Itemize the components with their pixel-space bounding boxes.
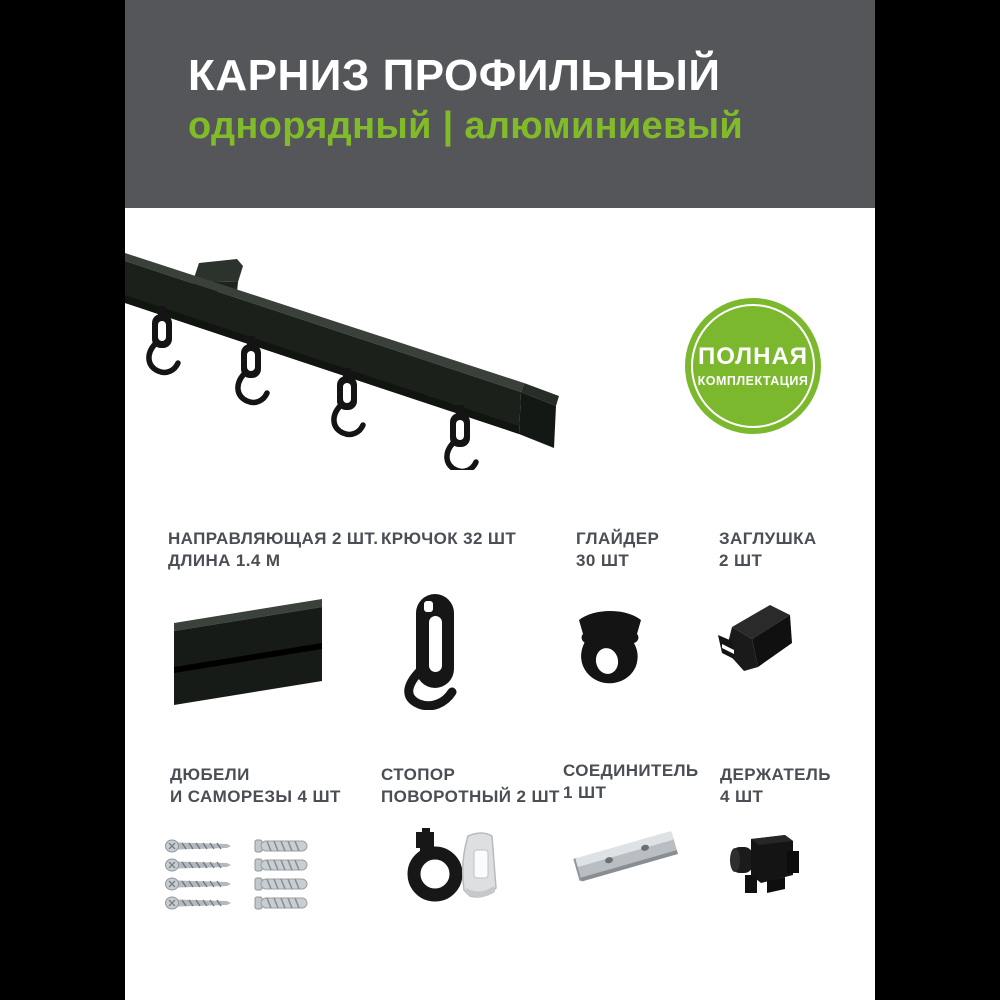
- part-label-endcap-line2: 2 ШТ: [719, 551, 763, 570]
- part-label-hook-line1: КРЮЧОК 32 ШТ: [381, 529, 517, 548]
- part-label-rail-line2: ДЛИНА 1.4 М: [168, 551, 281, 570]
- badge-line2: КОМПЛЕКТАЦИЯ: [697, 373, 809, 388]
- part-label-connector-line1: СОЕДИНИТЕЛЬ: [563, 761, 699, 780]
- part-label-screws: [170, 764, 341, 808]
- part-label-hook: [381, 528, 516, 550]
- page-subtitle: однорядный | алюминиевый: [188, 104, 744, 147]
- part-label-endcap-line1: ЗАГЛУШКА: [719, 529, 817, 548]
- part-label-holder: [720, 764, 831, 808]
- screws-dowels-image: [163, 836, 315, 918]
- part-label-stopper: [381, 764, 560, 808]
- part-label-connector-line2: 1 ШТ: [563, 783, 607, 802]
- part-label-stopper-line2: ПОВОРОТНЫЙ 2 ШТ: [381, 787, 560, 806]
- part-label-stopper-line1: СТОПОР: [381, 765, 456, 784]
- part-label-rail-line1: НАПРАВЛЯЮЩАЯ 2 ШТ.: [168, 529, 379, 548]
- right-black-bar: [875, 0, 1000, 1000]
- glider-image: [574, 604, 646, 688]
- part-label-screws-line1: ДЮБЕЛИ: [170, 765, 250, 784]
- part-label-connector: [563, 760, 699, 804]
- header-banner: [125, 0, 875, 208]
- left-black-bar: [0, 0, 125, 1000]
- part-label-glider-line1: ГЛАЙДЕР: [576, 529, 660, 548]
- full-kit-badge: [685, 298, 821, 434]
- connector-image: [568, 824, 688, 898]
- part-label-rail: [168, 528, 378, 572]
- part-label-holder-line2: 4 ШТ: [720, 787, 764, 806]
- rail-profile-image: [170, 597, 328, 707]
- curtain-rail-photo: [125, 235, 585, 470]
- part-label-holder-line1: ДЕРЖАТЕЛЬ: [720, 765, 831, 784]
- part-label-glider-line2: 30 ШТ: [576, 551, 630, 570]
- part-label-screws-line2: И САМОРЕЗЫ 4 ШТ: [170, 787, 341, 806]
- part-label-endcap: [719, 528, 817, 572]
- endcap-image: [714, 601, 800, 679]
- part-label-glider: [576, 528, 659, 572]
- stopper-image: [404, 826, 506, 908]
- hook-image: [399, 590, 461, 710]
- badge-line1: ПОЛНАЯ: [697, 342, 809, 370]
- holder-image: [727, 827, 805, 901]
- badge-ring: [691, 304, 815, 428]
- page-title: КАРНИЗ ПРОФИЛЬНЫЙ: [188, 51, 721, 100]
